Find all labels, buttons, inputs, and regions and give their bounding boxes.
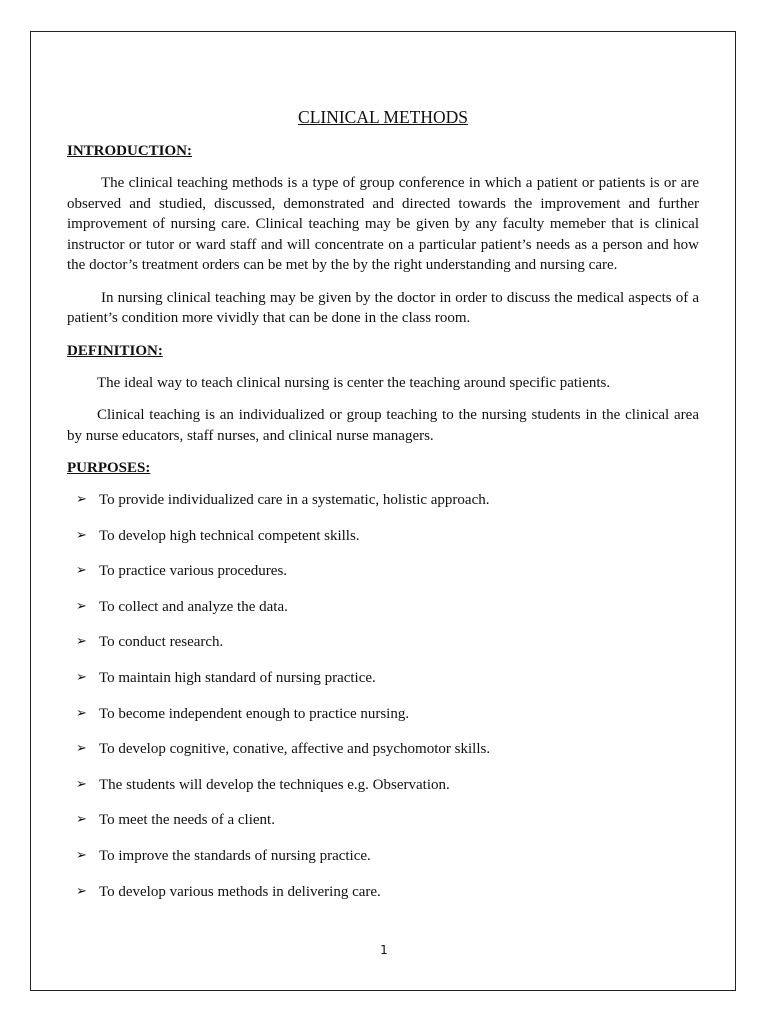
arrow-bullet-icon: ➢: [76, 598, 87, 614]
list-item-text: To improve the standards of nursing practice.: [99, 847, 371, 864]
list-item: [67, 846, 699, 882]
list-item-text: To provide individualized care in a systematic, holistic approach.: [99, 492, 490, 508]
arrow-bullet-icon: ➢: [76, 776, 87, 792]
list-item-text: To conduct research.: [99, 634, 224, 651]
introduction-paragraph-2: In nursing clinical teaching may be given by the doctor in order to discuss the medical aspects of a patient’s condition more vividly that can be done in the class room.: [67, 289, 699, 326]
list-item: [67, 490, 699, 526]
list-item-text: To collect and analyze the data.: [99, 598, 288, 615]
purposes-list: [67, 490, 699, 917]
introduction-paragraph-1: The clinical teaching methods is a type of group conference in which a patient or patients is or are observed and studied, discussed, demonstrated and directed towards the improvement and further improvement of nursing care. Clinical teaching may be given by any faculty memeber that is clinical instructor or tutor or ward staff and will concentrate on a particular patient’s needs as a person and how the doctor’s treatment orders can be met by the by the right understanding and nursing care.: [67, 175, 699, 273]
arrow-bullet-icon: ➢: [76, 741, 87, 757]
list-item-text: To develop cognitive, conative, affective and psychomotor skills.: [99, 741, 491, 758]
introduction-heading: INTRODUCTION:: [67, 143, 193, 159]
definition-paragraph-2: Clinical teaching is an individualized or group teaching to the nursing students in the clinical area by nurse educators, staff nurses, and clinical nurse managers.: [67, 407, 699, 444]
list-item-text: To develop high technical competent skills.: [99, 527, 360, 544]
document-body: [67, 106, 699, 917]
arrow-bullet-icon: ➢: [76, 883, 87, 899]
list-item: [67, 632, 699, 668]
arrow-bullet-icon: ➢: [76, 492, 87, 507]
page-number: 1: [380, 943, 388, 957]
list-item-text: The students will develop the techniques e.g. Observation.: [99, 776, 450, 793]
list-item: [67, 561, 699, 597]
list-item: [67, 597, 699, 633]
list-item: [67, 810, 699, 846]
arrow-bullet-icon: ➢: [76, 634, 87, 650]
list-item: [67, 739, 699, 775]
arrow-bullet-icon: ➢: [76, 527, 87, 543]
definition-heading: DEFINITION:: [67, 342, 163, 359]
list-item: [67, 526, 699, 562]
list-item-text: To develop various methods in delivering care.: [99, 883, 381, 900]
list-item-text: To maintain high standard of nursing practice.: [99, 669, 376, 686]
list-item: [67, 704, 699, 740]
list-item-text: To meet the needs of a client.: [99, 812, 275, 829]
purposes-heading: PURPOSES:: [67, 460, 151, 476]
arrow-bullet-icon: ➢: [76, 669, 87, 685]
document-title: CLINICAL METHODS: [298, 107, 468, 127]
list-item: [67, 668, 699, 704]
list-item: [67, 882, 699, 918]
arrow-bullet-icon: ➢: [76, 563, 87, 579]
list-item: [67, 775, 699, 811]
list-item-text: To practice various procedures.: [99, 563, 288, 580]
definition-paragraph-1: The ideal way to teach clinical nursing is center the teaching around specific patients.: [97, 374, 611, 391]
arrow-bullet-icon: ➢: [76, 847, 87, 863]
list-item-text: To become independent enough to practice nursing.: [99, 705, 410, 722]
arrow-bullet-icon: ➢: [76, 812, 87, 828]
arrow-bullet-icon: ➢: [76, 705, 87, 721]
